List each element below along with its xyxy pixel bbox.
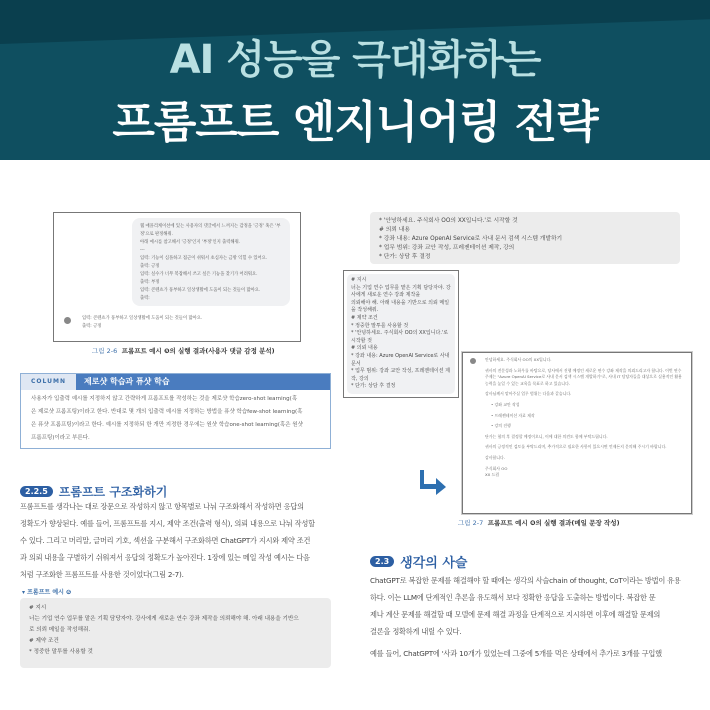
text-line: * 정중한 말투를 사용할 것	[29, 649, 93, 655]
figure-2-7-prompt-screenshot	[343, 270, 459, 398]
text-line: 과 의뢰 내용을 구별하기 쉬워져서 응답의 정확도가 높아진다. 1장에 있는 메일 작성 예시는 다음	[20, 553, 310, 562]
figure-2-7-reply-screenshot	[462, 352, 692, 514]
caption-number: 그림 2-6	[92, 347, 118, 355]
figure-2-7-caption	[458, 518, 620, 527]
text-line: 입력: 콘텐츠가 풍부하고 일상생활에 도움이 되는 것들이 많아요.	[82, 316, 203, 321]
prompt-continuation-box	[370, 212, 680, 264]
section-title: 생각의 사슬	[400, 556, 468, 571]
text-line: • 프레젠테이션 자료 제작	[491, 412, 535, 418]
text-line: * '안녕하세요. 주식회사 OO의 XX입니다.'로 시작할 것	[351, 330, 449, 344]
title-banner	[0, 0, 710, 160]
section-body	[370, 572, 695, 662]
text-line: * 강좌 내용: Azure OpenAI Service로 사내 문서 검색 시스템 개발하기	[379, 236, 563, 242]
text-line: * 정중한 말투를 사용할 것	[351, 322, 409, 329]
section-heading-2-3	[370, 552, 468, 571]
text-line: 웹 애플리케이션에 있는 사용자의 댓글에서 느껴지는 감정을 '긍정' 혹은 '부정'으로 판정해줘.	[140, 224, 281, 237]
text-line: 처럼 구조화한 프롬프트를 사용한 것이었다(그림 2-7).	[20, 570, 184, 579]
text-line: 프롬프팅)이라고 부른다.	[31, 435, 90, 441]
text-line: * 업무 범위: 강좌 교안 작성, 프레젠테이션 제작, 강의	[379, 245, 515, 251]
figure-2-6-caption	[92, 346, 275, 355]
text-line: 프롬프트를 생각나는 대로 장문으로 작성하지 않고 항목별로 나눠 구조화해서 작성하면 응답의	[20, 502, 304, 511]
text-line: ChatGPT로 복잡한 문제를 해결해야 할 때에는 생각의 사슬chain of thought, CoT이라는 방법이 유용	[370, 576, 681, 585]
text-line: XX 드림	[485, 472, 500, 478]
text-line: 주식회사 OO	[485, 465, 508, 471]
text-line: 결론을 정확하게 내릴 수 있다.	[370, 627, 462, 636]
text-line: * 업무 범위: 강좌 교안 작성, 프레젠테이션 제작, 강의	[351, 368, 451, 382]
column-title: 제로샷 학습과 퓨샷 학습	[76, 374, 330, 390]
section-title: 프롬프트 구조화하기	[58, 485, 168, 499]
text-line: 단가는 협의 후 결정할 예정이오니, 이에 대한 의견도 함께 부탁드립니다.	[485, 433, 608, 439]
text-line: ---	[140, 248, 145, 253]
assistant-icon	[64, 317, 71, 324]
arrow-right-icon	[420, 470, 448, 496]
column-box	[20, 373, 331, 449]
text-line: 출력: 부정	[140, 280, 160, 285]
figure-2-6-screenshot	[53, 212, 301, 342]
text-line: 출력:	[140, 296, 150, 301]
banner-title-line1: AI 성능을 극대화하는	[169, 37, 541, 83]
text-line: 입력: 기능이 심플하고 접근이 쉬워서 초심자는 금방 익힐 수 있어요.	[140, 256, 268, 261]
section-body	[20, 498, 340, 583]
section-number: 2.2.5	[20, 486, 53, 497]
banner-title-line2: 프롬프트 엔지니어링 전략	[112, 97, 598, 148]
text-line: 하다. 이는 LLM에 단계적인 추론을 유도해서 보다 정확한 응답을 도출하는 방법이다. 복잡한 문	[370, 593, 656, 602]
text-line: 은 퓨샷 프롬프팅)이라고 한다. 예시를 지정하되 한 개만 지정한 경우에는 원샷 학습one-shot learning(혹은 원샷	[31, 422, 303, 428]
text-line: 의뢰해야 해. 아래 내용을 기반으로 의뢰 메일을 작성해줘.	[351, 299, 450, 314]
text-line: 안녕하세요. 주식회사 OO의 XX입니다.	[485, 357, 552, 362]
text-line: # 의뢰 내용	[379, 227, 410, 233]
text-line: * 단가: 상담 후 결정	[351, 383, 396, 390]
text-line: 너는 기업 연수 업무를 맡은 기획 담당자야. 강사에게 새로운 연수 강좌 제작을	[351, 284, 451, 299]
text-line: 입력: 실수가 너무 복잡해서 쓰고 싶은 기능을 찾기가 어려워요.	[140, 272, 258, 277]
text-line: 입력: 콘텐츠가 풍부하고 일상생활에 도움이 되는 것들이 많아요.	[140, 288, 261, 293]
column-tag: COLUMN	[21, 374, 76, 390]
text-line: # 제약 조건	[29, 638, 59, 644]
text-line: 예를 들어, ChatGPT에 '사과 10개가 있었는데 그중에 5개를 먹은 상태에서 추가로 3개를 구입했	[370, 649, 662, 658]
text-line: * '안녕하세요. 주식회사 OO의 XX입니다.'로 시작할 것	[379, 218, 518, 224]
text-line: 귀사의 전문성과 노하우를 바탕으로, 당사에서 진행 예정인 새로운 연수 강좌 제작을 의뢰드리고자 합니다. 이번 연수 주제는 "Azure OpenAI Service로 사내 문서 검색 시스템 개발하기"로, 사내 IT 담당자들을 대상으로 실용적인 활용 능력을 높일 수 있는 교육을 목표로 하고 있습니다.	[485, 367, 682, 386]
text-line: 감사합니다.	[485, 454, 506, 460]
text-line: * 단가: 상담 후 결정	[379, 254, 431, 260]
prompt-example-label: ▾ 프롬프트 예시 ❻	[22, 589, 72, 596]
text-line: 로 의뢰 메일을 작성해줘.	[29, 627, 91, 633]
text-line: 은 제로샷 프롬프팅)이라고 한다. 반대로 몇 개의 입출력 예시를 지정하는 방법을 퓨샷 학습few-shot learning(혹	[31, 409, 303, 415]
prompt-example-box	[20, 598, 331, 668]
text-line: 너는 기업 연수 업무를 맡은 기획 담당자야. 강사에게 새로운 연수 강좌 제작을 의뢰해야 해. 아래 내용을 기반으	[29, 616, 299, 622]
caption-number: 그림 2-7	[458, 519, 484, 527]
assistant-response	[82, 315, 202, 331]
text-line: 수 있다. 그리고 머리말, 글머리 기호, 섹션을 구분해서 구조화하면 ChatGPT가 지시와 제약 조건	[20, 536, 311, 545]
section-number: 2.3	[370, 556, 394, 567]
text-line: • 강좌 교안 작성	[491, 401, 520, 407]
text-line: 출력: 긍정	[140, 264, 160, 269]
text-line: 사용자가 입출력 예시를 지정하지 않고 간략하게 프롬프트를 작성하는 것을 제로샷 학습zero-shot learning(혹	[31, 396, 298, 402]
text-line: 강사님께서 맡아주실 업무 범위는 다음과 같습니다.	[485, 391, 572, 397]
text-line: 아래 예시를 참고해서 '긍정'인지 '부정'인지 출력해줘.	[140, 240, 241, 245]
assistant-icon	[470, 358, 476, 364]
caption-text: 프롬프트 예시 ❺의 실행 결과(사용자 댓글 감정 분석)	[121, 347, 275, 355]
text-line: * 강좌 내용: Azure OpenAI Service로 사내 문서	[351, 352, 450, 367]
text-line: 귀사의 긍정적인 검토를 부탁드리며, 추가적으로 필요한 사항이 있으시면 언제든지 문의해 주시기 바랍니다.	[485, 444, 667, 450]
text-line: 제나 계산 문제를 해결할 때 모델에 문제 해결 과정을 단계적으로 지시하면 이후에 해결할 문제의	[370, 610, 661, 619]
text-line: 정확도가 향상된다. 예를 들어, 프롬프트를 지시, 제약 조건(출력 형식), 의뢰 내용으로 나눠 작성할	[20, 519, 315, 528]
user-prompt-bubble	[132, 218, 290, 306]
text-line: 출력: 긍정	[82, 324, 102, 329]
text-line: • 강의 진행	[491, 423, 511, 429]
text-line: # 의뢰 내용	[351, 345, 378, 352]
text-line: # 제약 조건	[351, 314, 378, 321]
text-line: # 지시	[29, 605, 47, 611]
caption-text: 프롬프트 예시 ❻의 실행 결과(메일 문장 작성)	[487, 519, 620, 527]
text-line: # 지시	[351, 277, 367, 283]
